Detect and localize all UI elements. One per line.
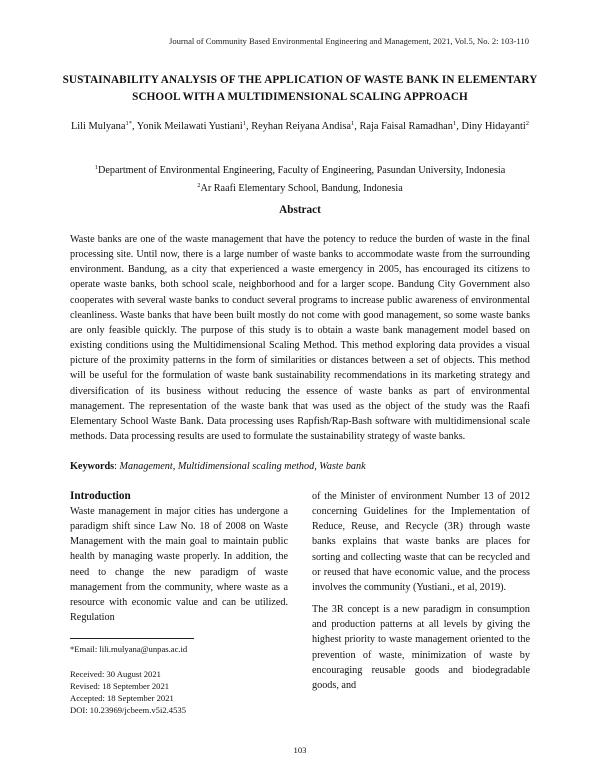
author-name: Lili Mulyana [70,121,126,132]
affiliation-mark: 1 [94,164,98,171]
page-number: 103 [293,745,307,755]
affiliation-line [60,178,540,196]
revised-date: Revised: 18 September 2021 [70,681,170,691]
author-mark: 1 [242,120,246,127]
affiliation-line [60,160,540,178]
author-name: Yonik Meilawati Yustiani [136,121,243,132]
author-separator: , [131,121,137,132]
author-mark: 2 [525,120,530,127]
affiliation-mark: 2 [197,182,201,189]
author-name: Raja Faisal Ramadhan [359,121,453,132]
affiliation-text: Ar Raafi Elementary School, Bandung, Indonesia [200,183,403,194]
keywords-label: Keywords [70,461,115,472]
introduction-heading: Introduction [70,490,131,502]
corresponding-email: *Email: lili.mulyana@unpas.ac.id [70,644,188,654]
author-separator: , [245,121,252,132]
paper-title: SUSTAINABILITY ANALYSIS OF THE APPLICATION OF WASTE BANK IN ELEMENTARY SCHOOL WITH A MULTIDIMENSIONAL SCALING APPROACH [62,74,538,103]
introduction-paragraph: The 3R concept is a new paradigm in consumption and production patterns at all levels by giving the highest priority to waste management oriented to the prevention of waste, minimization of waste by encouraging reusable goods and biodegradable goods, and [312,604,530,691]
affiliation-text: Department of Environmental Engineering, Faculty of Engineering, Pasundan University, Indonesia [97,165,506,176]
footnote-divider [70,638,194,639]
left-column [70,489,288,625]
doi-text: DOI: 10.23969/jcbeem.v5i2.4535 [70,705,186,715]
received-date: Received: 30 August 2021 [70,669,161,679]
author-separator: , [354,121,360,132]
running-header: Journal of Community Based Environmental Engineering and Management, 2021, Vol.5, No. 2: 103-110 [168,36,529,46]
author-separator: , [456,121,462,132]
keywords-colon: : [114,461,120,472]
right-column [312,489,530,700]
affiliation-list [60,160,540,196]
introduction-paragraph: Waste management in major cities has undergone a paradigm shift since Law No. 18 of 2008 on Waste Management with the main goal to maintain public health by managing waste properly. In addition, the need to change the new paradigm of waste management from the community, where waste as a resource with economic value and can be utilized. Regulation [70,506,288,624]
abstract-text: Waste banks are one of the waste management that have the potency to reduce the burden of waste in the final processing site. Until now, there is a large number of waste banks to accommodate waste from the surrounding environment. Bandung, as a city that experienced a waste emergency in 2005, has encouraged its citizens to operate waste banks, both school scale, neighborhood and for a larger scope. Bandung City Government also cooperates with several waste banks to conduct several programs to increase public awareness of environmental cleanliness. Waste banks that have been built mostly do not come with good management, so some waste banks are only feasible quickly. The purpose of this study is to obtain a waste bank management model based on existing conditions using the Multidimensional Scaling Method. This method exploring data provides a visual picture of the proximity patterns in the form of similarities or distances between a set of objects. This method will be useful for the formulation of waste bank sustainability recommendations in its marketing strategy and diversification of its business without reducing the essence of waste banks as part of environmental management. The representation of the waste bank that was used as the object of the study was the Raafi Elementary School Waste Bank. Data processing uses Rapfish/Rap-Bash software with multidimensional scale methods. Data processing results are used to formulate the sustainability strategy of waste banks. [70,234,530,443]
author-name: Diny Hidayanti [461,121,526,132]
article-dates [70,668,290,716]
author-name: Reyhan Reiyana Andisa [251,121,352,132]
accepted-date: Accepted: 18 September 2021 [70,693,174,703]
abstract-heading: Abstract [279,204,321,216]
keywords-line [70,461,530,472]
keywords-text: Management, Multidimensional scaling method, Waste bank [119,461,366,472]
author-mark: 1 [452,120,457,127]
author-list [70,116,530,135]
introduction-paragraph: of the Minister of environment Number 13 of 2012 concerning Guidelines for the Implementation of Reduce, Reuse, and Recycle (3R) through waste banks explains that waste banks are places for sorting and collecting waste that can be recycled and or reused that have economic value, and the process involves the community (Yustiani., et al, 2019). [312,491,530,593]
author-mark: 1* [125,120,132,127]
author-mark: 1 [351,120,355,127]
